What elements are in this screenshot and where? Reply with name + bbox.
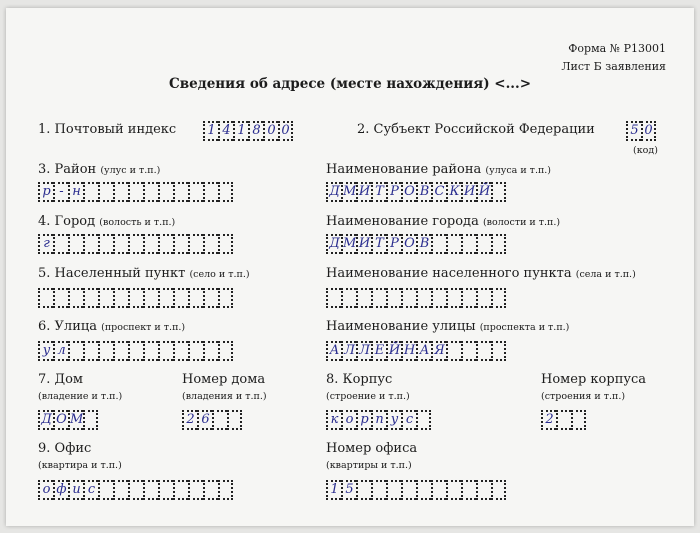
- char-cell[interactable]: [113, 341, 128, 361]
- building-number-label: Номер корпуса: [541, 372, 647, 387]
- char-cell[interactable]: [476, 480, 491, 500]
- city-name-label: Наименование города (волости и т.п.): [326, 214, 561, 229]
- char-cell[interactable]: 2: [541, 410, 556, 430]
- char-cell[interactable]: [371, 480, 386, 500]
- char-cell[interactable]: [491, 341, 506, 361]
- char-cell[interactable]: п: [371, 410, 386, 430]
- char-cell[interactable]: 5: [626, 121, 641, 141]
- char-cell[interactable]: Л: [356, 341, 371, 361]
- house-cells[interactable]: [38, 410, 98, 430]
- char-cell[interactable]: [188, 480, 203, 500]
- char-cell[interactable]: [356, 480, 371, 500]
- char-cell[interactable]: [431, 234, 446, 254]
- char-cell[interactable]: [491, 480, 506, 500]
- char-cell[interactable]: [386, 288, 401, 308]
- region-cells[interactable]: [626, 121, 656, 141]
- char-cell[interactable]: ф: [53, 480, 68, 500]
- building-number-cells[interactable]: [541, 410, 586, 430]
- char-cell[interactable]: [571, 410, 586, 430]
- char-cell[interactable]: 5: [341, 480, 356, 500]
- char-cell[interactable]: [326, 288, 341, 308]
- char-cell[interactable]: о: [38, 480, 53, 500]
- char-cell[interactable]: с: [83, 480, 98, 500]
- house-hint: (владение и т.п.): [38, 391, 123, 402]
- house-number-label: Номер дома: [182, 372, 266, 387]
- char-cell[interactable]: [461, 480, 476, 500]
- char-cell[interactable]: [68, 234, 83, 254]
- building-hint: (строение и т.п.): [326, 391, 410, 402]
- char-cell[interactable]: [158, 341, 173, 361]
- char-cell[interactable]: [53, 288, 68, 308]
- char-cell[interactable]: [143, 480, 158, 500]
- char-cell[interactable]: Н: [401, 341, 416, 361]
- char-cell[interactable]: А: [326, 341, 341, 361]
- char-cell[interactable]: [203, 288, 218, 308]
- char-cell[interactable]: [83, 288, 98, 308]
- char-cell[interactable]: [173, 182, 188, 202]
- char-cell[interactable]: 0: [278, 121, 293, 141]
- char-cell[interactable]: [113, 480, 128, 500]
- char-cell[interactable]: [431, 288, 446, 308]
- char-cell[interactable]: [68, 341, 83, 361]
- char-cell[interactable]: [98, 480, 113, 500]
- char-cell[interactable]: [188, 341, 203, 361]
- char-cell[interactable]: [83, 410, 98, 430]
- char-cell[interactable]: 1: [326, 480, 341, 500]
- char-cell[interactable]: [188, 234, 203, 254]
- char-cell[interactable]: [218, 234, 233, 254]
- form-title: Сведения об адресе (месте нахождения) <...>: [168, 76, 531, 92]
- char-cell[interactable]: 1: [203, 121, 218, 141]
- char-cell[interactable]: [173, 288, 188, 308]
- office-number-hint: (квартиры и т.п.): [326, 460, 412, 471]
- char-cell[interactable]: Р: [386, 234, 401, 254]
- char-cell[interactable]: М: [68, 410, 83, 430]
- char-cell[interactable]: [203, 341, 218, 361]
- char-cell[interactable]: [416, 480, 431, 500]
- char-cell[interactable]: И: [356, 182, 371, 202]
- char-cell[interactable]: 2: [182, 410, 197, 430]
- char-cell[interactable]: [556, 410, 571, 430]
- char-cell[interactable]: [158, 234, 173, 254]
- building-number-hint: (строения и т.п.): [541, 391, 626, 402]
- char-cell[interactable]: [38, 288, 53, 308]
- district-label: 3. Район (улус и т.п.): [38, 162, 161, 177]
- region-code-label: (код): [633, 145, 658, 156]
- char-cell[interactable]: [128, 234, 143, 254]
- city-label: 4. Город (волость и т.п.): [38, 214, 176, 229]
- char-cell[interactable]: В: [416, 234, 431, 254]
- char-cell[interactable]: [128, 182, 143, 202]
- char-cell[interactable]: [173, 480, 188, 500]
- building-label: 8. Корпус: [326, 372, 393, 387]
- settlement-label: 5. Населенный пункт (село и т.п.): [38, 266, 250, 281]
- char-cell[interactable]: [416, 410, 431, 430]
- char-cell[interactable]: [416, 288, 431, 308]
- char-cell[interactable]: [212, 410, 227, 430]
- office-label: 9. Офис: [38, 441, 92, 456]
- char-cell[interactable]: [173, 234, 188, 254]
- region-label: 2. Субъект Российской Федерации: [357, 122, 595, 137]
- char-cell[interactable]: М: [341, 234, 356, 254]
- char-cell[interactable]: [158, 288, 173, 308]
- char-cell[interactable]: [83, 341, 98, 361]
- char-cell[interactable]: [446, 288, 461, 308]
- char-cell[interactable]: [371, 288, 386, 308]
- char-cell[interactable]: [218, 182, 233, 202]
- char-cell[interactable]: [218, 288, 233, 308]
- char-cell[interactable]: [446, 341, 461, 361]
- postal-label: 1. Почтовый индекс: [38, 122, 177, 137]
- char-cell[interactable]: н: [68, 182, 83, 202]
- char-cell[interactable]: [143, 182, 158, 202]
- char-cell[interactable]: Е: [371, 341, 386, 361]
- char-cell[interactable]: [356, 288, 371, 308]
- char-cell[interactable]: [113, 288, 128, 308]
- building-cells[interactable]: [326, 410, 431, 430]
- char-cell[interactable]: Д: [326, 234, 341, 254]
- house-label: 7. Дом: [38, 372, 84, 387]
- char-cell[interactable]: [158, 480, 173, 500]
- char-cell[interactable]: к: [326, 410, 341, 430]
- char-cell[interactable]: [113, 234, 128, 254]
- char-cell[interactable]: [188, 182, 203, 202]
- char-cell[interactable]: О: [401, 234, 416, 254]
- char-cell[interactable]: 1: [233, 121, 248, 141]
- char-cell[interactable]: л: [53, 341, 68, 361]
- char-cell[interactable]: И: [461, 182, 476, 202]
- char-cell[interactable]: А: [416, 341, 431, 361]
- street-name-cells[interactable]: [326, 341, 506, 361]
- district-name-cells[interactable]: [326, 182, 506, 202]
- char-cell[interactable]: Д: [38, 410, 53, 430]
- char-cell[interactable]: Д: [326, 182, 341, 202]
- char-cell[interactable]: с: [401, 410, 416, 430]
- char-cell[interactable]: [128, 341, 143, 361]
- char-cell[interactable]: [227, 410, 242, 430]
- char-cell[interactable]: [446, 234, 461, 254]
- char-cell[interactable]: Т: [371, 234, 386, 254]
- char-cell[interactable]: [113, 182, 128, 202]
- char-cell[interactable]: Я: [431, 341, 446, 361]
- office-number-cells[interactable]: [326, 480, 506, 500]
- char-cell[interactable]: [218, 480, 233, 500]
- char-cell[interactable]: [431, 480, 446, 500]
- char-cell[interactable]: [83, 234, 98, 254]
- char-cell[interactable]: О: [401, 182, 416, 202]
- char-cell[interactable]: Т: [371, 182, 386, 202]
- street-label: 6. Улица (проспект и т.п.): [38, 319, 186, 334]
- char-cell[interactable]: [128, 480, 143, 500]
- house-number-cells[interactable]: [182, 410, 242, 430]
- char-cell[interactable]: 6: [197, 410, 212, 430]
- char-cell[interactable]: [491, 234, 506, 254]
- district-name-label: Наименование района (улуса и т.п.): [326, 162, 552, 177]
- char-cell[interactable]: [68, 288, 83, 308]
- char-cell[interactable]: и: [68, 480, 83, 500]
- char-cell[interactable]: [461, 341, 476, 361]
- sheet-label: Лист Б заявления: [561, 60, 666, 73]
- postal-cells[interactable]: [203, 121, 293, 141]
- char-cell[interactable]: [98, 182, 113, 202]
- char-cell[interactable]: [83, 182, 98, 202]
- district-cells[interactable]: [38, 182, 233, 202]
- office-cells[interactable]: [38, 480, 233, 500]
- char-cell[interactable]: г: [38, 234, 53, 254]
- char-cell[interactable]: [203, 234, 218, 254]
- char-cell[interactable]: у: [38, 341, 53, 361]
- char-cell[interactable]: О: [53, 410, 68, 430]
- house-number-hint: (владения и т.п.): [182, 391, 267, 402]
- char-cell[interactable]: [203, 480, 218, 500]
- form-number: Форма № Р13001: [568, 42, 666, 55]
- street-cells[interactable]: [38, 341, 233, 361]
- char-cell[interactable]: -: [53, 182, 68, 202]
- char-cell[interactable]: у: [386, 410, 401, 430]
- char-cell[interactable]: [476, 341, 491, 361]
- char-cell[interactable]: В: [416, 182, 431, 202]
- char-cell[interactable]: [491, 182, 506, 202]
- char-cell[interactable]: К: [446, 182, 461, 202]
- char-cell[interactable]: [98, 234, 113, 254]
- street-name-label: Наименование улицы (проспекта и т.п.): [326, 319, 570, 334]
- char-cell[interactable]: 4: [218, 121, 233, 141]
- char-cell[interactable]: [401, 480, 416, 500]
- char-cell[interactable]: [143, 341, 158, 361]
- char-cell[interactable]: [476, 288, 491, 308]
- char-cell[interactable]: М: [341, 182, 356, 202]
- char-cell[interactable]: Й: [476, 182, 491, 202]
- char-cell[interactable]: И: [356, 234, 371, 254]
- char-cell[interactable]: [53, 234, 68, 254]
- char-cell[interactable]: [173, 341, 188, 361]
- char-cell[interactable]: 0: [641, 121, 656, 141]
- char-cell[interactable]: [98, 288, 113, 308]
- char-cell[interactable]: [188, 288, 203, 308]
- char-cell[interactable]: Р: [386, 182, 401, 202]
- char-cell[interactable]: [158, 182, 173, 202]
- char-cell[interactable]: [143, 234, 158, 254]
- settlement-name-cells[interactable]: [326, 288, 506, 308]
- char-cell[interactable]: [476, 234, 491, 254]
- char-cell[interactable]: [143, 288, 158, 308]
- char-cell[interactable]: [386, 480, 401, 500]
- char-cell[interactable]: [341, 288, 356, 308]
- settlement-name-label: Наименование населенного пункта (села и т.п.): [326, 266, 636, 281]
- char-cell[interactable]: Й: [386, 341, 401, 361]
- char-cell[interactable]: [98, 341, 113, 361]
- char-cell[interactable]: [203, 182, 218, 202]
- char-cell[interactable]: [461, 288, 476, 308]
- char-cell[interactable]: [446, 480, 461, 500]
- char-cell[interactable]: С: [431, 182, 446, 202]
- city-name-cells[interactable]: [326, 234, 506, 254]
- city-cells[interactable]: [38, 234, 233, 254]
- char-cell[interactable]: [461, 234, 476, 254]
- form-sheet: [6, 8, 694, 526]
- char-cell[interactable]: [218, 341, 233, 361]
- char-cell[interactable]: р: [356, 410, 371, 430]
- char-cell[interactable]: 8: [248, 121, 263, 141]
- office-number-label: Номер офиса: [326, 441, 418, 456]
- char-cell[interactable]: р: [38, 182, 53, 202]
- char-cell[interactable]: [128, 288, 143, 308]
- office-hint: (квартира и т.п.): [38, 460, 122, 471]
- char-cell[interactable]: [401, 288, 416, 308]
- char-cell[interactable]: 0: [263, 121, 278, 141]
- char-cell[interactable]: Л: [341, 341, 356, 361]
- char-cell[interactable]: [491, 288, 506, 308]
- settlement-cells[interactable]: [38, 288, 233, 308]
- char-cell[interactable]: о: [341, 410, 356, 430]
